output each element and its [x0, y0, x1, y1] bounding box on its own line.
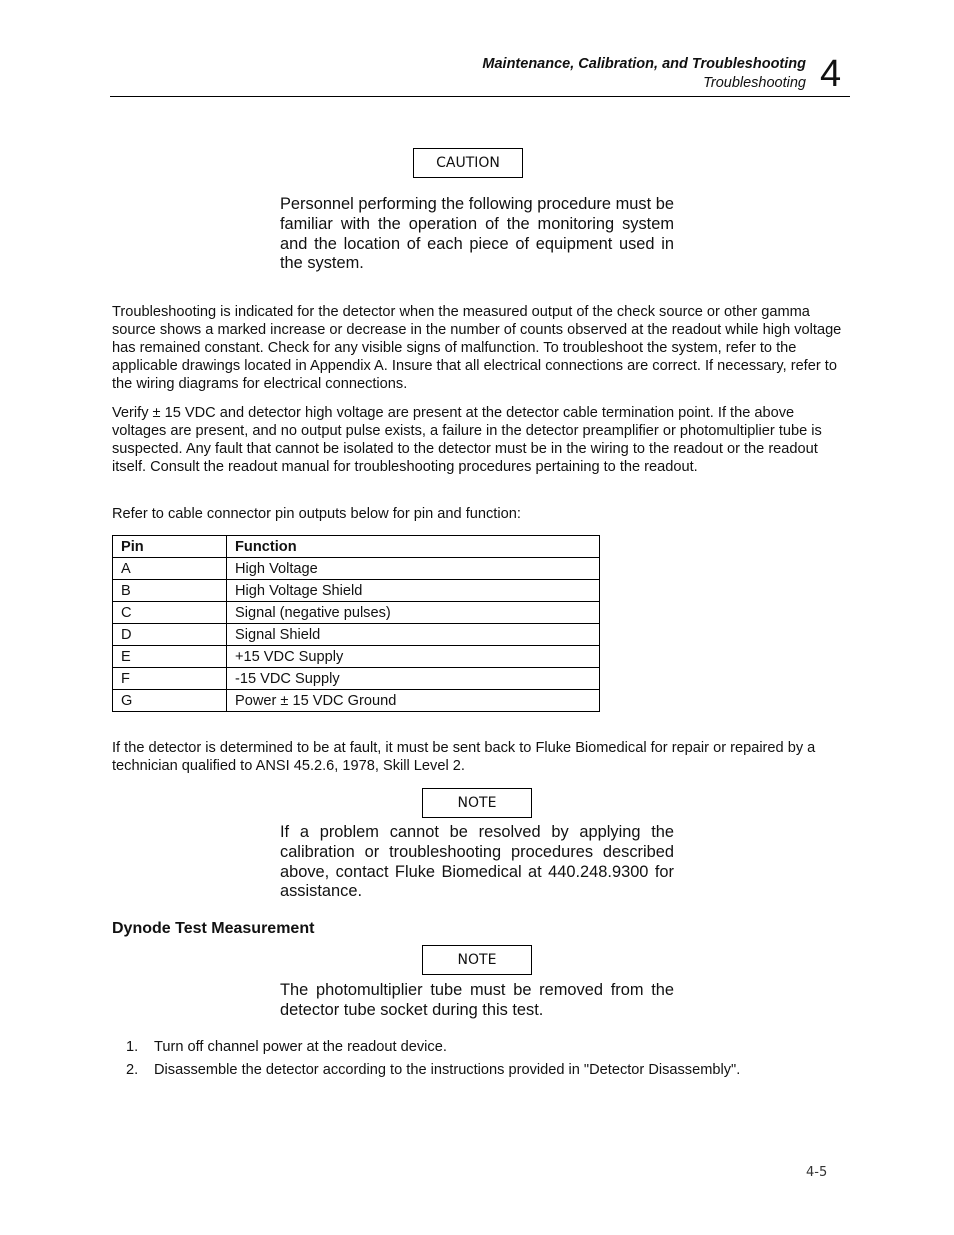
paragraph-pin-intro: Refer to cable connector pin outputs below for pin and function:: [112, 506, 521, 522]
pin-cell: E: [113, 646, 227, 668]
section-heading-dynode: Dynode Test Measurement: [112, 920, 315, 937]
function-cell: Signal (negative pulses): [227, 602, 600, 624]
note-text: If a problem cannot be resolved by applying the calibration or troubleshooting procedures described above, contact Fluke Biomedical at 440.248.9300 for assistance.: [280, 823, 674, 901]
table-header-row: [113, 536, 600, 558]
table-row: [113, 602, 600, 624]
table-row: [113, 646, 600, 668]
section-title: Troubleshooting: [703, 75, 806, 91]
step-text: Turn off channel power at the readout device.: [154, 1039, 447, 1055]
column-header-function: Function: [227, 536, 600, 558]
procedure-steps: [112, 1038, 852, 1084]
function-cell: High Voltage Shield: [227, 580, 600, 602]
step-number: 1.: [126, 1039, 139, 1055]
dynode-note-text: The photomultiplier tube must be removed from the detector tube socket during this test.: [280, 981, 674, 1019]
table-row: [113, 558, 600, 580]
function-cell: +15 VDC Supply: [227, 646, 600, 668]
function-cell: Signal Shield: [227, 624, 600, 646]
pin-cell: C: [113, 602, 227, 624]
pin-cell: F: [113, 668, 227, 690]
function-cell: Power ± 15 VDC Ground: [227, 690, 600, 712]
paragraph-troubleshooting-intro: Troubleshooting is indicated for the detector when the measured output of the check source or other gamma source shows a marked increase or decrease in the number of counts observed at the readout while high voltage has remained constant. Check for any visible signs of malfunction. To troubleshoot the system, refer to the applicable drawings located in Appendix A. Insure that all electrical connections are correct. If necessary, refer to the wiring diagrams for electrical connections.: [112, 304, 842, 392]
table-row: [113, 668, 600, 690]
header-rule: [110, 96, 850, 97]
step-text: Disassemble the detector according to the instructions provided in "Detector Disassembly".: [154, 1062, 741, 1078]
table-row: [113, 624, 600, 646]
step-number: 2.: [126, 1062, 139, 1078]
function-cell: -15 VDC Supply: [227, 668, 600, 690]
chapter-title: Maintenance, Calibration, and Troubleshooting: [482, 56, 806, 72]
table-row: [113, 690, 600, 712]
page-number: 4-5: [806, 1165, 828, 1180]
chapter-number: 4: [820, 53, 842, 95]
paragraph-verify-voltage: Verify ± 15 VDC and detector high voltage are present at the detector cable termination point. If the above voltages are present, and no output pulse exists, a failure in the detector preamplifier or photomultiplier tube is suspected. Any fault that cannot be isolated to the detector must be in the wiring to the readout or the readout itself. Consult the readout manual for troubleshooting procedures pertaining to the readout.: [112, 405, 822, 475]
pin-cell: A: [113, 558, 227, 580]
pin-cell: B: [113, 580, 227, 602]
list-item: [112, 1038, 852, 1061]
caution-text: Personnel performing the following procedure must be familiar with the operation of the monitoring system and the location of each piece of equipment used in the system.: [280, 195, 674, 273]
list-item: [112, 1061, 852, 1084]
function-cell: High Voltage: [227, 558, 600, 580]
paragraph-detector-fault: If the detector is determined to be at fault, it must be sent back to Fluke Biomedical for repair or repaired by a technician qualified to ANSI 45.2.6, 1978, Skill Level 2.: [112, 740, 816, 774]
dynode-note-label: NOTE: [422, 945, 532, 975]
pin-cell: G: [113, 690, 227, 712]
pin-cell: D: [113, 624, 227, 646]
note-label: NOTE: [422, 788, 532, 818]
column-header-pin: Pin: [113, 536, 227, 558]
table-row: [113, 580, 600, 602]
pin-function-table: [112, 535, 600, 712]
caution-label: CAUTION: [413, 148, 523, 178]
